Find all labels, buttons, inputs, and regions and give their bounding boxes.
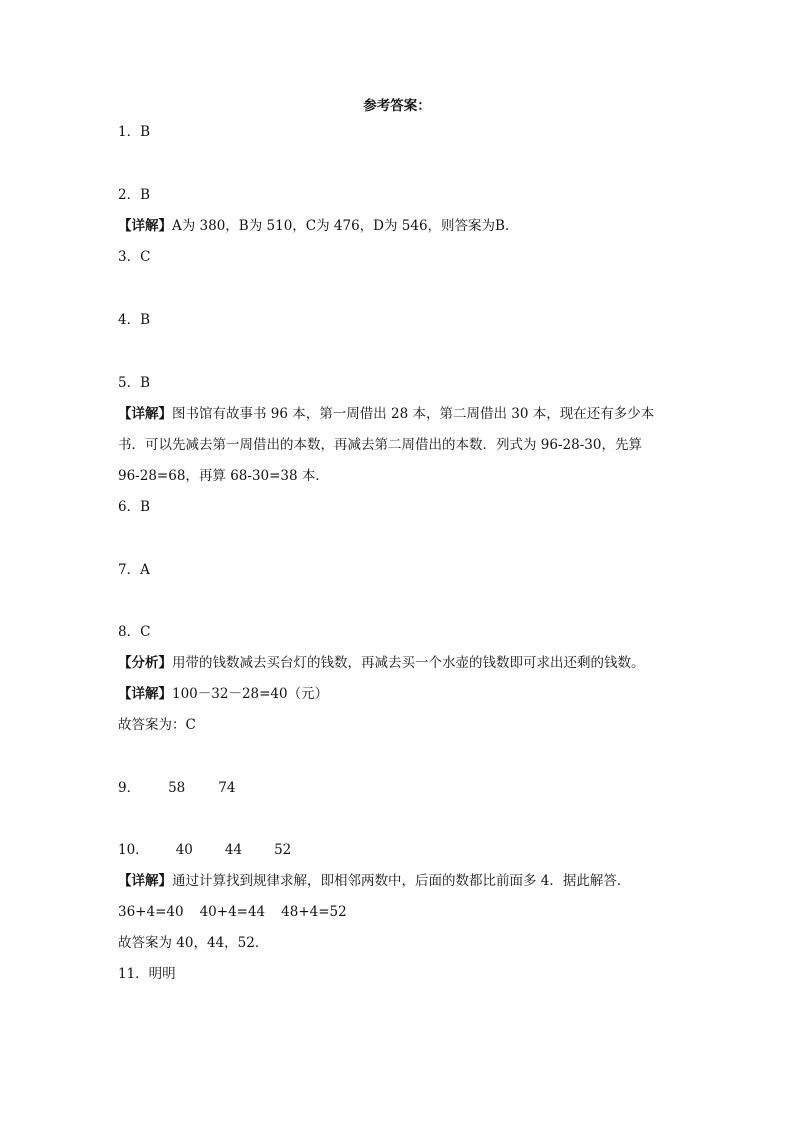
answer-4: 4．B xyxy=(118,312,151,328)
detail-text: 图书馆有故事书 96 本，第一周借出 28 本，第二周借出 30 本，现在还有多少本 xyxy=(172,406,655,422)
answer-6: 6．B xyxy=(118,499,151,515)
answer-8-analysis xyxy=(118,654,645,672)
calculation: 48+4=52 xyxy=(281,904,347,920)
answer-2: 2．B xyxy=(118,187,151,203)
answer-8-detail xyxy=(118,685,328,703)
answer-value: 44 xyxy=(224,842,243,858)
answer-number: 9． xyxy=(118,780,141,796)
answer-8-conclusion: 故答案为：C xyxy=(118,717,196,733)
answer-5-detail-line-1 xyxy=(118,405,654,423)
answer-2-detail xyxy=(118,217,518,235)
answer-value: 52 xyxy=(274,842,292,858)
answer-11: 11．明明 xyxy=(118,966,176,982)
analysis-tag: 【分析】 xyxy=(118,655,172,671)
detail-text: 100－32－28=40（元） xyxy=(172,686,329,702)
calculation: 40+4=44 xyxy=(199,904,266,920)
answer-value: 40 xyxy=(175,842,193,858)
answer-10-conclusion: 故答案为 40，44，52． xyxy=(118,935,269,951)
answer-10-calculations xyxy=(118,903,347,921)
detail-text: 通过计算找到规律求解，即相邻两数中，后面的数都比前面多 4．据此解答． xyxy=(172,873,631,889)
answer-10 xyxy=(118,841,291,859)
answer-5: 5．B xyxy=(118,375,151,391)
detail-tag: 【详解】 xyxy=(118,406,172,422)
answer-7: 7．A xyxy=(118,562,150,578)
answer-5-detail-line-2: 书．可以先减去第一周借出的本数，再减去第二周借出的本数．列式为 96-28-30，先算 xyxy=(118,437,642,453)
detail-tag: 【详解】 xyxy=(118,873,172,889)
answer-9 xyxy=(118,779,235,797)
answer-value: 58 xyxy=(168,780,186,796)
answer-1: 1．B xyxy=(118,124,151,140)
answer-10-detail xyxy=(118,872,630,890)
answer-5-detail-line-3: 96-28=68，再算 68-30=38 本． xyxy=(118,468,329,484)
analysis-text: 用带的钱数减去买台灯的钱数，再减去买一个水壶的钱数即可求出还剩的钱数。 xyxy=(172,655,645,671)
answer-number: 10． xyxy=(118,842,149,858)
detail-text: A为 380，B为 510，C为 476，D为 546，则答案为B． xyxy=(172,218,519,234)
answer-value: 74 xyxy=(218,780,236,796)
detail-tag: 【详解】 xyxy=(118,686,172,702)
calculation: 36+4=40 xyxy=(118,904,184,920)
detail-tag: 【详解】 xyxy=(118,218,172,234)
answer-3: 3．C xyxy=(118,249,151,265)
page-title: 参考答案： xyxy=(363,98,431,114)
answer-8: 8．C xyxy=(118,624,151,640)
